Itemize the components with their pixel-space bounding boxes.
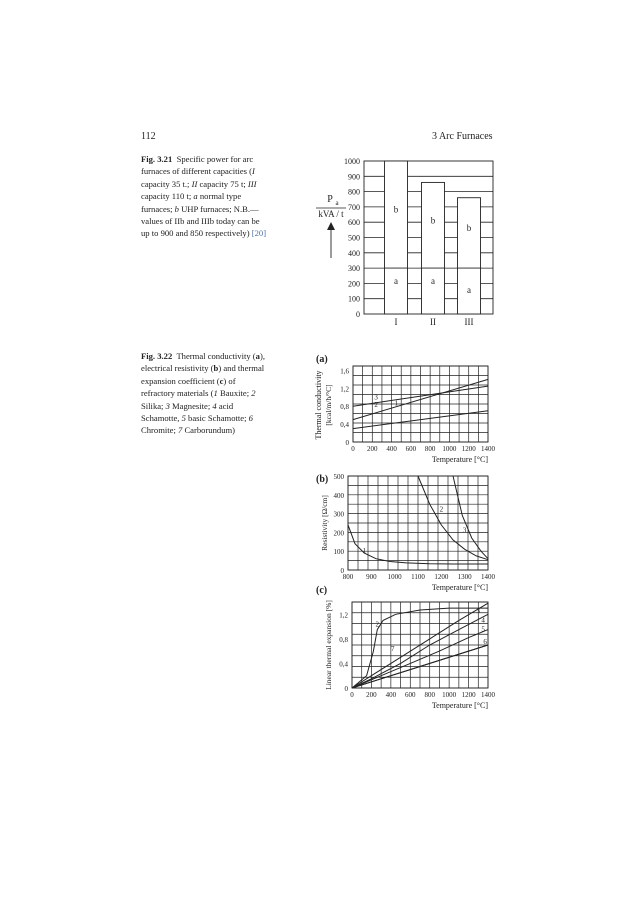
y-tick-label: 0,4 [339,660,348,669]
x-tick-label: I [394,317,398,327]
segment-label-a: a [394,276,398,287]
y-tick-label: 0,8 [340,403,349,412]
series-label-7: 7 [391,645,395,654]
segment-label-a: a [467,285,471,296]
caption-text: Specific power for arc furnaces of different capacities (I capacity 35 t.; II capacity 75 t; III capacity 110 t; a normal type furnaces; b UHP furnaces; N.B.—values of IIb and IIIb today can be up to 900 and 850 respectively) [141,154,260,239]
y-tick-label: 700 [348,202,360,212]
segment-label-b: b [393,204,399,215]
citation-link[interactable]: [20] [251,228,267,239]
x-axis-label: Temperature [°C] [431,455,488,464]
y-tick-label: 1000 [344,157,360,166]
y-axis-label: Thermal conductivity [314,370,323,440]
x-tick-label: 1200 [461,445,476,453]
x-tick-label: 1400 [481,445,495,453]
x-tick-label: 900 [366,573,377,581]
y-tick-label: 1,6 [340,367,349,376]
figure-label: Fig. 3.21 [141,154,173,164]
x-tick-label: 600 [405,691,416,699]
x-tick-label: 800 [342,573,354,581]
series-label-3: 3 [476,607,481,616]
x-tick-label: 1200 [461,691,476,699]
panel-label: (b) [316,474,329,485]
y-tick-label: 0,8 [339,635,348,644]
y-tick-label: 0 [345,439,349,447]
x-tick-label: 1000 [387,573,402,581]
y-axis-label: Resistivity [Ω/cm] [320,495,329,551]
segment-label-b: b [430,215,436,226]
x-tick-label: 0 [350,691,354,699]
y-axis-unit: kVA / t [318,209,344,219]
y-axis-unit: [kcal/m/h/°C] [324,384,333,426]
y-axis-label: Linear thermal expansion [%] [324,600,333,690]
series-label-2: 2 [374,401,378,410]
y-tick-label: 300 [348,264,360,274]
y-tick-label: 400 [333,491,344,500]
x-tick-label: 0 [351,445,355,453]
x-tick-label: 400 [385,691,397,699]
x-tick-label: 1400 [481,691,495,699]
x-tick-label: 800 [424,691,435,699]
panel-label: (a) [316,354,328,365]
series-label-5: 5 [481,625,485,634]
series-label-1: 1 [394,399,399,408]
figure-label: Fig. 3.22 [141,351,173,361]
series-label-2: 2 [439,505,444,514]
x-axis-label: Temperature [°C] [431,583,488,592]
x-tick-label: 200 [366,691,377,699]
bar-I [385,161,408,314]
x-tick-label: III [464,317,474,327]
segment-label-b: b [466,222,472,233]
series-label-1: 1 [362,547,367,556]
y-tick-label: 500 [333,473,344,481]
y-axis-label: P [327,194,333,205]
x-tick-label: 800 [424,445,436,453]
x-tick-label: 1300 [457,573,472,581]
segment-label-a: a [431,276,435,287]
x-tick-label: 400 [386,445,397,453]
y-tick-label: 100 [348,294,360,304]
series-label-4: 4 [481,616,485,625]
panel-label: (c) [316,585,328,596]
series-label-3: 3 [374,393,378,402]
series-label-2: 2 [375,620,380,629]
series-label-3: 3 [462,526,467,535]
x-tick-label: 1000 [442,445,457,453]
y-tick-label: 800 [348,187,360,197]
x-tick-label: 1200 [434,573,449,581]
y-tick-label: 900 [348,172,360,182]
y-tick-label: 0 [356,310,360,319]
y-tick-label: 600 [348,218,360,228]
y-tick-label: 300 [333,510,344,519]
page-number: 112 [141,131,156,142]
y-tick-label: 200 [348,279,360,289]
x-tick-label: II [430,317,436,327]
y-tick-label: 1,2 [340,385,349,394]
bar-II [422,182,445,314]
x-axis-label: Temperature [°C] [431,701,488,710]
x-tick-label: 1000 [442,691,457,699]
x-tick-label: 1100 [411,573,425,581]
y-tick-label: 0 [340,567,344,575]
x-tick-label: 200 [367,445,378,453]
y-tick-label: 200 [333,529,344,538]
y-axis-label-subscript: a [335,199,339,207]
y-tick-label: 0 [344,685,348,693]
caption-text: Thermal conductivity (a), electrical resistivity (b) and thermal expansion coefficient (c) of refractory materials (1 Bauxite; 2 Silika; 3 Magnesite; 4 acid Schamotte, 5 basic Schamotte; 6 Chromite; 7 Carborundum) [141,351,265,436]
y-tick-label: 1,2 [339,611,348,620]
chapter-title: 3 Arc Furnaces [432,131,493,142]
y-tick-label: 400 [348,248,360,258]
arrow-head-icon [327,222,335,230]
x-tick-label: 600 [405,445,417,453]
y-tick-label: 0,4 [340,421,349,430]
series-label-6: 6 [483,637,487,646]
series-line-2 [418,476,488,560]
y-tick-label: 100 [333,548,344,557]
y-tick-label: 500 [348,233,360,243]
bar-III [458,198,481,314]
x-tick-label: 1400 [481,573,495,581]
